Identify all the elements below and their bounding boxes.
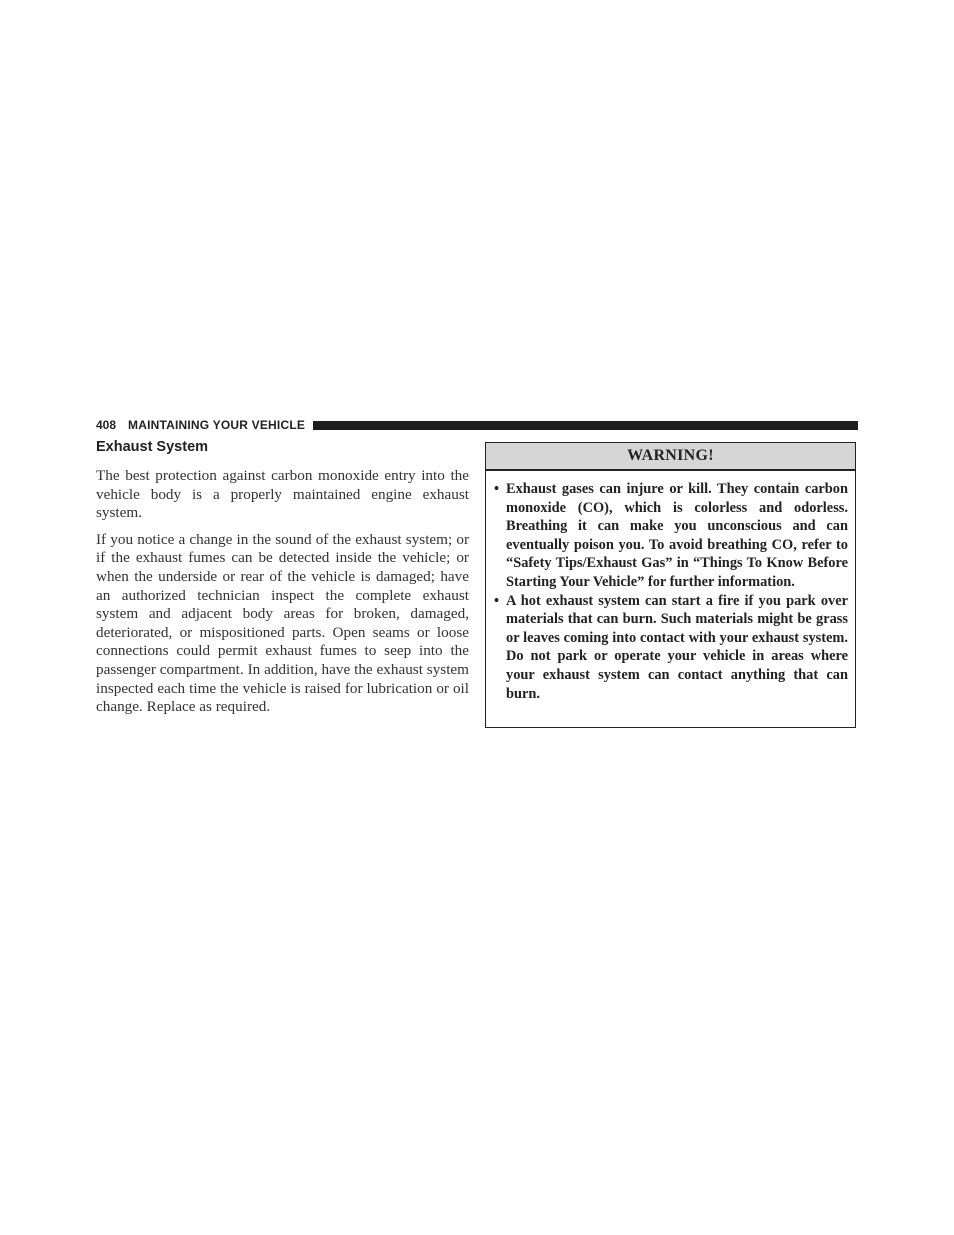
section-heading: Exhaust System [96,439,209,455]
page-header [96,417,858,433]
header-rule [313,421,858,430]
warning-title: WARNING! [486,443,855,471]
warning-item-text: A hot exhaust system can start a fire if you park over materials that can burn. Such materials might be grass or leaves coming into contact with your exhaust system. Do not park or operate your vehicle in areas where your exhaust system can contact anything that can burn. [506,592,848,702]
warning-item [494,480,848,592]
warning-item [494,592,848,704]
warning-list [486,471,855,703]
warning-box [485,442,856,728]
main-column [96,437,469,725]
bullet-icon: • [494,592,500,609]
page-number: 408 [96,418,117,432]
warning-item-text: Exhaust gases can injure or kill. They contain carbon monoxide (CO), which is colorless and odorless. Breathing it can make you unconscious and can eventually poison you. To avoid breathing CO, refer to “Safety Tips/Exhaust Gas” in “Things To Know Before Starting Your Vehicle” for further information. [506,481,848,590]
bullet-icon: • [494,481,500,497]
body-paragraph: The best protection against carbon monoxide entry into the vehicle body is a properly maintained engine exhaust system. [96,467,469,522]
body-paragraph: If you notice a change in the sound of the exhaust system; or if the exhaust fumes can be detected inside the vehicle; or when the underside or rear of the vehicle is damaged; have an authorized technician inspect the complete exhaust system and adjacent body areas for broken, damaged, deteriorated, or mispositioned parts. Open seams or loose connections could permit exhaust fumes to seep into the passenger compartment. In addition, have the exhaust system inspected each time the vehicle is raised for lubrication or oil change. Replace as required. [96,530,469,716]
section-title: MAINTAINING YOUR VEHICLE [128,418,306,432]
